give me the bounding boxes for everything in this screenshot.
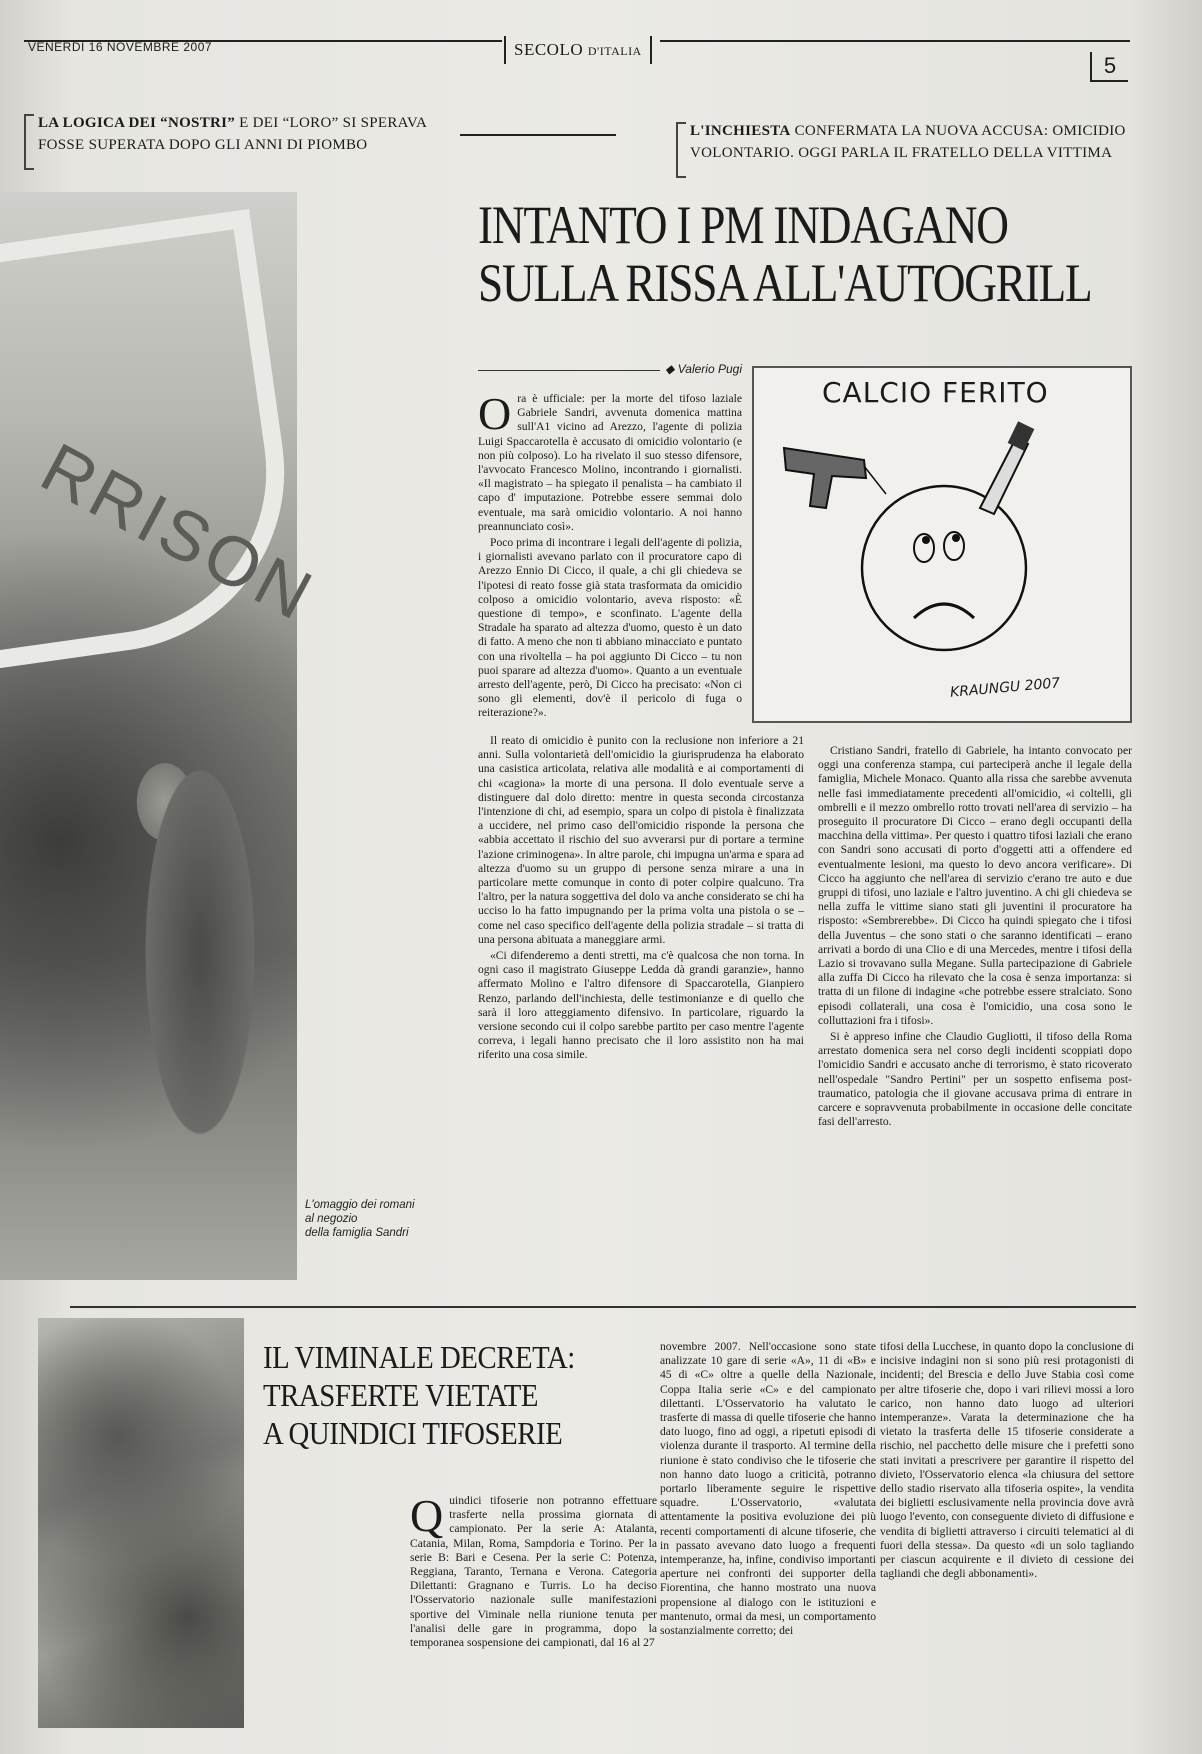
second-article-column-1 <box>410 1490 657 1744</box>
second-article-column-3 <box>880 1340 1134 1744</box>
second-headline <box>263 1338 623 1452</box>
issue-date: VENERDÌ 16 NOVEMBRE 2007 <box>28 40 213 54</box>
main-headline-line: SULLA RISSA ALL'AUTOGRILL <box>478 253 1092 313</box>
second-headline-line: TRASFERTE VIETATE <box>263 1377 538 1413</box>
paragraph: Cristiano Sandri, fratello di Gabriele, ha intanto convocato per oggi una conferenza stampa, cui parteciperà anche il legale della famiglia, Michele Monaco. Quanto alla rissa che sarebbe avvenuta nelle fasi immediatamente precedenti all'omicidio, «i coltelli, gli ombrelli e il mezzo ombrello rotto trovati nell'area di servizio – ha proseguito il procuratore Di Cicco – erano degli occupanti della macchina della vittima». Per questo i quattro tifosi laziali che erano con Sandri sono accusati di porto d'oggetti atti a offendere ed eventualmente lesioni, ma questo lo devo ancora verificare». Di Cicco ha aggiunto che nell'area di servizio c'erano tre auto e due gruppi di tifosi, uno laziale e l'altro juventino. A chi gli chiedeva se nella zuffa le vittime siano stati gli juventini il procuratore ha risposto: «Sembrerebbe». Di Cicco ha quindi spiegato che i tifosi della Juventus – che sono stati o che saranno identificati – erano arrivati a bordo di una Clio e di una Mercedes, mentre i tifosi della Lazio si trovavano sulla Megane. Sulla partecipazione di Gabriele alla zuffa Di Cicco ha rilevato che la cosa è senza importanza: si tratta di un filone di indagine «che potrebbe essere stralciato. Sono episodi collaterali, una cosa è l'omicidio, una cosa sono le colluttazioni fra i tifosi». <box>818 744 1132 1027</box>
paragraph: «Ci difenderemo a denti stretti, ma c'è qualcosa che non torna. In ogni caso il magistrato Giuseppe Ledda dà grandi garanzie», hanno affermato Molino e l'altro difensore di Spaccarotella, Gianpiero Renzo, parlando dell'inchiesta, delle testimonianze e di quello che sarà il loro atteggiamento difensivo. In particolare, riguardo la versione secondo cui il colpo sarebbe partito per caso mentre l'agente correva, i legali hanno precisato che il loro assistito non ha mai riferito una cosa simile. <box>478 949 804 1062</box>
article-column-2 <box>478 734 804 1260</box>
main-headline-line: INTANTO I PM INDAGANO <box>478 195 1008 255</box>
second-headline-line: A QUINDICI TIFOSERIE <box>263 1415 563 1451</box>
cartoon-drawing <box>754 368 1134 725</box>
caption-line: L'omaggio dei romani <box>305 1199 415 1211</box>
second-article-column-2 <box>660 1340 876 1744</box>
masthead <box>504 36 652 64</box>
kicker-left-text: E DEI “LORO” SI SPERAVA FOSSE SUPERATA DOPO GLI ANNI DI PIOMBO <box>38 115 427 153</box>
photo-sign-graphic: RRISON <box>29 428 328 636</box>
masthead-name: SECOLO <box>514 40 584 59</box>
photo-caption <box>305 1198 415 1240</box>
byline-author: Valerio Pugi <box>677 362 742 376</box>
paragraph: uindici tifoserie non potranno effettuare trasferte nella prossima giornata di campionato. Per la serie A: Atalanta, Catania, Milan, Roma, Sampdoria e Torino. Per la serie B: Bari e Cesena. Per la serie C: Potenza, Reggiana, Taranto, Ternana e Verona. Categoria Dilettanti: Gragnano e Turris. Lo ha deciso l'Osservatorio nazionale sulle manifestazioni sportive del Viminale nella riunione tenuta per l'analisi delle gare in programma, dopo la temporanea sospensione dei campionati, dal 16 al 27 <box>410 1494 657 1650</box>
caption-line: al negozio <box>305 1213 358 1225</box>
paragraph: Poco prima di incontrare i legali dell'agente di polizia, i giornalisti avevano parlato con il procuratore capo di Arezzo Ennio Di Cicco, il quale, a chi gli chiedeva se l'ipotesi di reato fosse già stata trasformata da omicidio colposo a omicidio volontario, aveva risposto: «È questione di tempo», e sconfinato. L'agente della Stradale ha sparato ad altezza d'uomo, questo è un dato di fatto. A meno che non ti abbiano minacciato e puntato con una rivoltella – ha poi aggiunto Di Cicco – tu non puoi sparare ad altezza d'uomo». Quanto a un eventuale arresto dell'agente, però, Di Cicco ha precisato: «Non ci sono gli elementi, dov'è il pericolo di fuga o reiterazione?». <box>478 536 742 720</box>
caption-line: della famiglia Sandri <box>305 1227 409 1239</box>
paragraph: Si è appreso infine che Claudio Gugliotti, il tifoso della Roma arrestato domenica sera nel corso degli incidenti scoppiati dopo l'omicidio Sandri e accusato anche di terrorismo, è stato ricoverato nell'ospedale "Sandro Pertini" per un sospetto enfisema post-traumatico, patologia che il giovane accusava prima di entrare in carcere e sopravvenuta probabilmente in occasione delle concitate fasi dell'arresto. <box>818 1030 1132 1129</box>
kicker-right-lead: L'INCHIESTA <box>690 123 791 139</box>
paragraph: novembre 2007. Nell'occasione sono state analizzate 10 gare di serie «A», 11 di «B» e 45 di «C» oltre a quelle della Nazionale, Coppa Italia serie «C» e del campionato dilettanti. L'Osservatorio ha valutato le trasferte di massa di quelle tifoserie che hanno dato luogo, fino ad oggi, a ripetuti episodi di violenza durante il trasporto. Al termine della riunione è stato condiviso che le tifoserie che non hanno dato luogo a criticità, potranno portarlo liberamente seguire le rispettive squadre. L'Osservatorio, «valutata attentamente la positiva evoluzione dei più recenti comportamenti di alcune tifoserie, che in passato avevano dato luogo a frequenti intemperanze, ha, infine, condiviso importanti aperture nei confronti dei supporter della Fiorentina, che hanno mostrato una nuova propensione al dialogo con le istituzioni e mantenuto, ormai da mesi, un comportamento sostanzialmente corretto; dei <box>660 1340 876 1638</box>
kicker-right-text: CONFERMATA LA NUOVA ACCUSA: OMICIDIO VOLONTARIO. OGGI PARLA IL FRATELLO DELLA VITTIMA <box>690 123 1126 161</box>
second-photo <box>38 1318 244 1728</box>
kicker-left <box>24 112 444 156</box>
dropcap: O <box>478 388 512 439</box>
kicker-left-lead: LA LOGICA DEI “NOSTRI” <box>38 115 236 131</box>
byline: ◆ Valerio Pugi <box>478 362 742 376</box>
cartoon-signature: KRAUNGU 2007 <box>949 675 1061 701</box>
page-number: 5 <box>1090 52 1128 82</box>
kicker-right <box>676 120 1138 164</box>
cartoon-title: CALCIO FERITO <box>822 376 1049 409</box>
second-headline-line: IL VIMINALE DECRETA: <box>263 1339 575 1375</box>
dropcap: Q <box>410 1490 444 1541</box>
header-rule-right <box>660 40 1130 42</box>
masthead-suffix: D'ITALIA <box>587 44 642 58</box>
paragraph: tifosi della Lucchese, in quanto dopo la conclusione di incisive indagini non si sono più resi protagonisti di incidenti; del Brescia e dello Juve Stabia così come per altre tifoserie che, dopo i vari rilievi mossi a loro carico, non hanno dato luogo ad ulteriori intemperanze». Varata la determinazione che ha vietato la trasferta delle 15 tifoserie considerate a rischio, nel pacchetto delle misure che i prefetti sono stati invitati a prescrivere per garantire il rispetto del divieto, l'Osservatorio elenca «la chiusura del settore dello stadio riservato alla tifoseria ospite», la vendita dei biglietti esclusivamente nella provincia dove avrà luogo l'evento, con conseguente divieto di diffusione e vendita di biglietti attraverso i circuiti telematici al di fuori della stessa». Da questo «di un solo tagliando per ciascun acquirente e il divieto di cessione dei tagliandi che degli abbonamenti». <box>880 1340 1134 1581</box>
article-column-3 <box>818 744 1132 1276</box>
cartoon <box>752 366 1132 723</box>
main-headline <box>478 195 1092 313</box>
paragraph: ra è ufficiale: per la morte del tifoso laziale Gabriele Sandri, avvenuta domenica mattina sull'A1 vicino ad Arezzo, l'agente di polizia Luigi Spaccarotella è accusato di omicidio volontario (e non più colposo). Lo ha rivelato il suo stesso difensore, l'avvocato Francesco Molino, incontrando i giornalisti. «Il magistrato – ha spiegato il penalista – ha cambiato il capo d' imputazione. Potrebbe essere semmai dolo eventuale, ma sarà omicidio volontario. A noi hanno preannunciato così». <box>478 392 742 533</box>
main-photo <box>0 192 328 1280</box>
kicker-divider <box>460 134 616 136</box>
paragraph: Il reato di omicidio è punito con la reclusione non inferiore a 21 anni. Sulla volontarietà dell'omicidio la giurisprudenza ha elaborato una casistica articolata, relativa alle modalità e ai comportamenti di chi «cagiona» la morte di una persona. Il dolo eventuale serve a distinguere dal dolo diretto: mentre in questa seconda circostanza l'intenzione di chi, ad esempio, spara un colpo di pistola è finalizzata a uccidere, nel primo caso dell'omicidio risponde la persona che «abbia accettato il rischio del suo avverarsi pur di portare a termine l'azione criminogena». In altre parole, chi impugna un'arma e spara ad altezza d'uomo su un gruppo di persone senza mirare a una in particolare mette comunque in conto di poter colpire qualcuno. Tra l'altro, per la natura soggettiva del dolo va anche considerato se chi ha ucciso lo ha fatto impugnando per la prima volta una pistola o se – come nel caso specifico dell'agente della polizia stradale – si tratta di una persona abituata a maneggiare armi. <box>478 734 804 946</box>
article-column-1 <box>478 388 742 726</box>
section-divider <box>70 1306 1136 1308</box>
